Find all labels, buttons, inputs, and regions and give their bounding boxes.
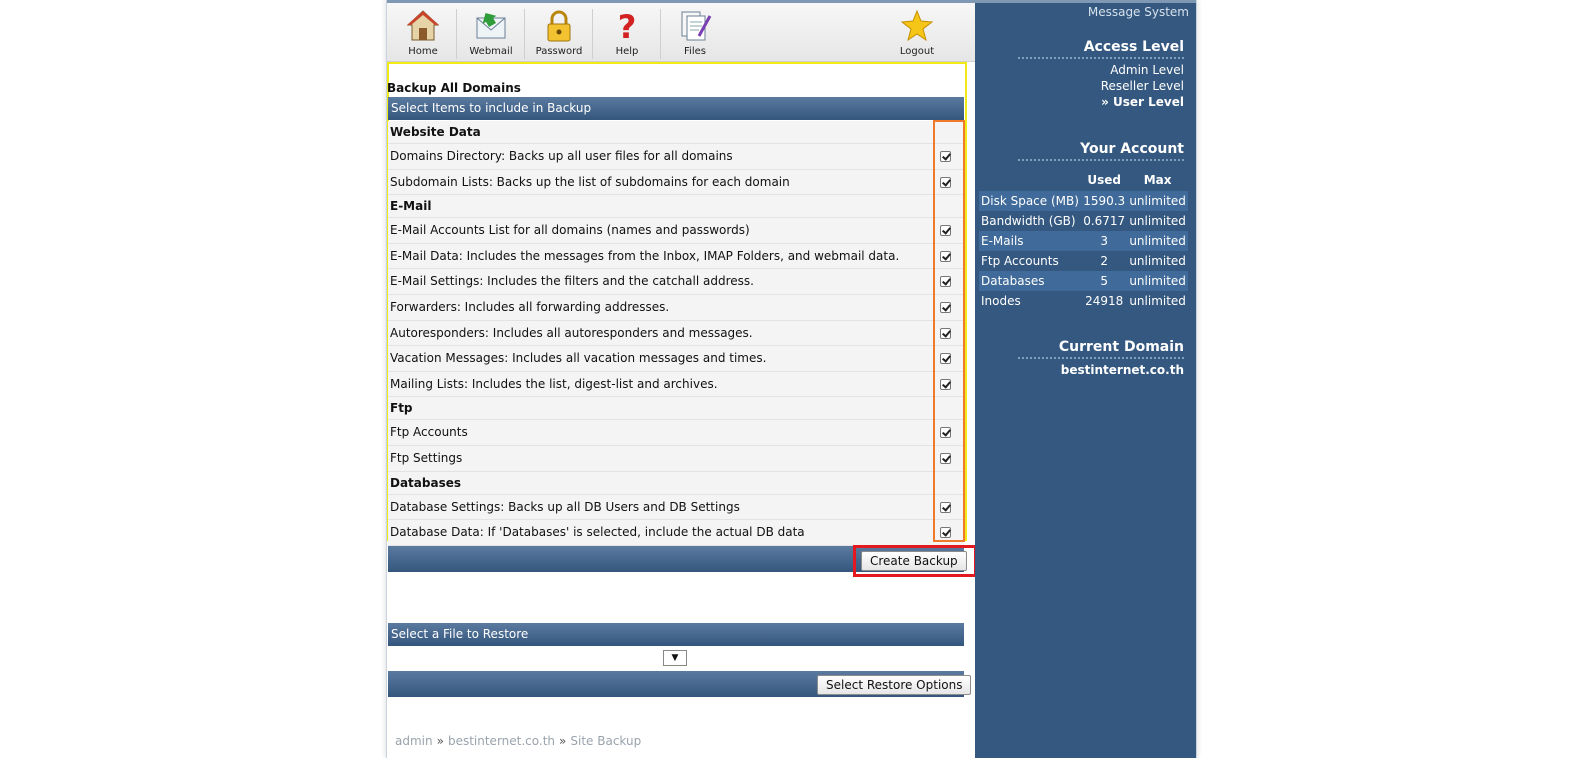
restore-header: Select a File to Restore: [388, 623, 964, 646]
backup-item[interactable]: [388, 321, 964, 347]
usage-used: 2: [1100, 254, 1108, 268]
backup-item[interactable]: [388, 144, 964, 170]
admin-level-link[interactable]: Admin Level: [1110, 63, 1184, 77]
breadcrumb: [395, 734, 641, 748]
table-row: [979, 211, 1188, 231]
svg-text:?: ?: [617, 8, 637, 44]
backup-item[interactable]: [388, 269, 964, 295]
backup-item[interactable]: [388, 346, 964, 372]
usage-used: 5: [1081, 271, 1127, 291]
usage-label: Ftp Accounts: [981, 254, 1059, 268]
usage-used: 24918: [1085, 294, 1124, 308]
backup-items-header: Select Items to include in Backup: [388, 97, 964, 120]
usage-label: E-Mails: [979, 231, 1081, 251]
backup-item-label: Database Data: If 'Databases' is selected, include the actual DB data: [390, 525, 805, 540]
backup-item[interactable]: [388, 520, 964, 546]
divider: [1018, 159, 1184, 161]
backup-item[interactable]: [388, 244, 964, 270]
backup-item-label: Ftp Accounts: [390, 425, 468, 440]
account-usage-table: [979, 169, 1188, 311]
current-domain-title: Current Domain: [1058, 339, 1184, 355]
toolbar-password[interactable]: [525, 6, 593, 62]
usage-max: unlimited: [1129, 294, 1186, 308]
backup-item-label: Ftp Settings: [390, 450, 463, 465]
backup-item-label: E-Mail Settings: Includes the filters and the catchall address.: [390, 274, 754, 289]
toolbar-help[interactable]: [593, 6, 661, 62]
backup-item[interactable]: [388, 495, 964, 521]
toolbar-home-label: Home: [408, 46, 438, 57]
breadcrumb-separator: »: [559, 734, 567, 748]
divider: [1018, 357, 1184, 359]
table-row: [979, 191, 1188, 211]
help-icon: [609, 8, 645, 44]
restore-file-select[interactable]: ▼: [663, 650, 687, 666]
group-email: E-Mail: [388, 195, 964, 218]
group-website-data: Website Data: [388, 121, 964, 144]
home-icon: [405, 8, 441, 44]
backup-item[interactable]: [388, 446, 964, 472]
breadcrumb-domain[interactable]: bestinternet.co.th: [447, 734, 556, 748]
page-frame: [386, 0, 1197, 758]
group-ftp: Ftp: [388, 397, 964, 420]
message-system-link[interactable]: Message System: [1087, 5, 1189, 19]
reseller-level-link[interactable]: Reseller Level: [1100, 79, 1184, 93]
toolbar-webmail[interactable]: [457, 6, 525, 62]
toolbar: [387, 3, 975, 62]
backup-item[interactable]: [388, 372, 964, 398]
checkbox-highlight-box: [933, 120, 965, 542]
access-level-title: Access Level: [1083, 39, 1184, 55]
usage-max: unlimited: [1127, 271, 1188, 291]
files-icon: [677, 8, 713, 44]
create-backup-highlight: [853, 545, 977, 577]
table-row: [979, 291, 1188, 311]
backup-item-label: E-Mail Data: Includes the messages from the Inbox, IMAP Folders, and webmail data.: [390, 248, 900, 263]
page-title: Backup All Domains: [387, 81, 521, 95]
toolbar-files[interactable]: [661, 6, 729, 62]
backup-item[interactable]: [388, 218, 964, 244]
breadcrumb-current: Site Backup: [570, 734, 642, 748]
usage-used: 0.6717: [1083, 214, 1126, 228]
star-icon: [899, 8, 935, 44]
backup-item-label: Mailing Lists: Includes the list, digest-list and archives.: [390, 376, 718, 391]
backup-item[interactable]: [388, 295, 964, 321]
user-level-link[interactable]: » User Level: [1101, 95, 1184, 109]
backup-item-label: Autoresponders: Includes all autoresponders and messages.: [390, 325, 753, 340]
backup-item-label: Forwarders: Includes all forwarding addresses.: [390, 299, 670, 314]
usage-col-blank: [979, 169, 1081, 191]
table-row: [979, 251, 1188, 271]
group-databases: Databases: [388, 472, 964, 495]
backup-item-label: E-Mail Accounts List for all domains (names and passwords): [390, 223, 750, 238]
usage-col-max: Max: [1143, 173, 1172, 187]
backup-item[interactable]: [388, 170, 964, 196]
breadcrumb-separator: »: [436, 734, 444, 748]
backup-item-label: Domains Directory: Backs up all user files for all domains: [390, 149, 733, 163]
usage-label: Databases: [979, 271, 1081, 291]
usage-max: unlimited: [1129, 254, 1186, 268]
divider: [1018, 57, 1184, 59]
current-domain-value: bestinternet.co.th: [1060, 363, 1184, 377]
toolbar-logout-label: Logout: [899, 46, 935, 57]
sidebar: [975, 3, 1196, 758]
usage-max: unlimited: [1127, 231, 1188, 251]
usage-label: Bandwidth (GB): [981, 214, 1076, 228]
usage-used: 3: [1081, 231, 1127, 251]
create-backup-button[interactable]: Create Backup: [861, 551, 967, 571]
your-account-title: Your Account: [1080, 141, 1184, 157]
usage-label: Inodes: [981, 294, 1021, 308]
breadcrumb-admin[interactable]: admin: [395, 734, 433, 748]
toolbar-webmail-label: Webmail: [469, 46, 513, 57]
toolbar-password-label: Password: [535, 46, 583, 57]
select-restore-options-button[interactable]: Select Restore Options: [817, 675, 971, 695]
usage-label: Disk Space (MB): [979, 191, 1081, 211]
usage-used: 1590.3: [1081, 191, 1127, 211]
webmail-icon: [473, 8, 509, 44]
backup-items-list: [388, 121, 964, 546]
usage-max: unlimited: [1127, 191, 1188, 211]
backup-item[interactable]: [388, 420, 964, 446]
table-row: [979, 271, 1188, 291]
table-row: [979, 231, 1188, 251]
toolbar-files-label: Files: [684, 46, 706, 57]
backup-item-label: Database Settings: Backs up all DB Users and DB Settings: [390, 499, 740, 514]
usage-col-used: Used: [1087, 173, 1121, 187]
toolbar-home[interactable]: [389, 6, 457, 62]
toolbar-help-label: Help: [615, 46, 639, 57]
toolbar-logout[interactable]: [883, 6, 951, 62]
backup-item-label: Subdomain Lists: Backs up the list of subdomains for each domain: [390, 174, 790, 189]
backup-item-label: Vacation Messages: Includes all vacation messages and times.: [390, 351, 767, 366]
lock-icon: [541, 8, 577, 44]
usage-max: unlimited: [1129, 214, 1186, 228]
